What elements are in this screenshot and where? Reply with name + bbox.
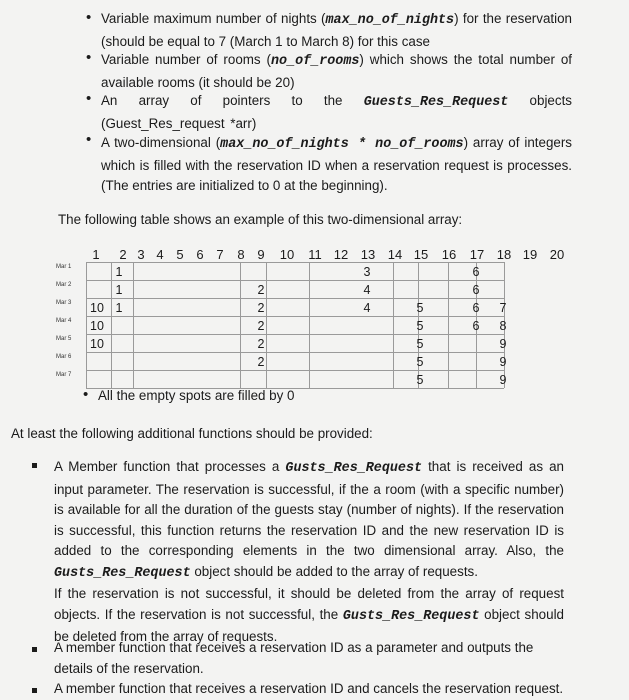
- grid-cell-value: 5: [416, 373, 424, 387]
- row-label: Mar 1: [56, 264, 72, 270]
- intro-bullet-4: A two-dimensional (max_no_of_nights * no_of_rooms) array of integers which is filled with the reservation ID when a reservation request is processes. (The entries are initialized to 0 at the beginning).: [101, 135, 572, 193]
- grid-cell-value: 2: [257, 301, 265, 315]
- column-number: 7: [216, 247, 224, 262]
- row-label: Mar 2: [56, 282, 72, 288]
- grid-line: [86, 298, 504, 299]
- column-number: 6: [196, 247, 204, 262]
- column-number: 20: [549, 247, 565, 262]
- grid-line: [86, 316, 504, 317]
- column-number: 5: [176, 247, 184, 262]
- grid-line: [86, 334, 504, 335]
- grid-cell-value: 6: [472, 265, 480, 279]
- grid-cell-value: 10: [90, 319, 104, 333]
- bullet-dot: •: [86, 131, 92, 148]
- grid-cell-value: 2: [257, 319, 265, 333]
- bullet-dot: •: [83, 386, 89, 403]
- bullet-dot: •: [86, 49, 92, 66]
- grid-cell-value: 1: [115, 283, 123, 297]
- function-3: A member function that receives a reservation ID and cancels the reservation request.: [54, 681, 564, 696]
- square-bullet-icon: [32, 688, 37, 693]
- column-number: 1: [92, 247, 100, 262]
- grid-cell-value: 6: [472, 319, 480, 333]
- column-number: 19: [522, 247, 538, 262]
- grid-cell-value: 4: [363, 301, 371, 315]
- column-number: 18: [496, 247, 512, 262]
- table-intro: The following table shows an example of this two-dimensional array:: [58, 212, 463, 227]
- column-number: 14: [387, 247, 403, 262]
- grid-cell-value: 7: [499, 301, 507, 315]
- column-number: 3: [137, 247, 145, 262]
- grid-cell-value: 1: [115, 265, 123, 279]
- square-bullet-icon: [32, 647, 37, 652]
- grid-cell-value: 2: [257, 355, 265, 369]
- grid-cell-value: 5: [416, 337, 424, 351]
- table-note: All the empty spots are filled by 0: [98, 388, 295, 403]
- column-number: 9: [257, 247, 265, 262]
- bullet-dot: •: [86, 9, 92, 26]
- grid-cell-value: 1: [115, 301, 123, 315]
- square-bullet-icon: [32, 463, 37, 468]
- grid-cell-value: 5: [416, 355, 424, 369]
- grid-cell-value: 4: [363, 283, 371, 297]
- grid-cell-value: 6: [472, 283, 480, 297]
- grid-line: [86, 370, 504, 371]
- function-1: A Member function that processes a Gusts_Res_Request that is received as an input parameter. The reservation is successful, if the a room (with a specific number) is available for all the duration of the guests stay (number of nights). If the reservation is successful, this function returns the reservation ID and the new reservation ID is added to the corresponding elements in the two dimensional array. Also, the Gusts_Res_Request object should be added to the array of requests. If the reservation is not successful, it should be deleted from the array of request objects. If the reservation is not successful, the Gusts_Res_Request object should be deleted from the array of requests.: [54, 459, 564, 644]
- intro-bullet-3: An array of pointers to the Guests_Res_Request objects (Guest_Res_request *arr): [101, 93, 572, 131]
- intro-bullet-2: Variable number of rooms (no_of_rooms) which shows the total number of available rooms (it should be 20): [101, 52, 572, 90]
- grid-cell-value: 10: [90, 337, 104, 351]
- column-number: 15: [413, 247, 429, 262]
- column-number: 11: [308, 247, 322, 262]
- grid-cell-value: 9: [499, 337, 507, 351]
- grid-line: [86, 280, 504, 281]
- grid-cell-value: 10: [90, 301, 104, 315]
- row-label: Mar 3: [56, 300, 72, 306]
- column-number: 4: [156, 247, 164, 262]
- row-label: Mar 4: [56, 318, 72, 324]
- column-number: 12: [333, 247, 349, 262]
- bullet-dot: •: [86, 90, 92, 107]
- grid-cell-value: 3: [363, 265, 371, 279]
- grid-line: [86, 262, 504, 263]
- grid-cell-value: 5: [416, 319, 424, 333]
- column-number: 17: [469, 247, 485, 262]
- reservation-grid: [86, 262, 504, 388]
- column-number: 10: [279, 247, 295, 262]
- column-number: 16: [441, 247, 457, 262]
- column-number: 13: [360, 247, 376, 262]
- grid-line: [86, 352, 504, 353]
- grid-cell-value: 2: [257, 283, 265, 297]
- grid-cell-value: 9: [499, 373, 507, 387]
- grid-cell-value: 2: [257, 337, 265, 351]
- intro-bullet-1: Variable maximum number of nights (max_no_of_nights) for the reservation (should be equal to 7 (March 1 to March 8) for this case: [101, 11, 572, 49]
- row-label: Mar 7: [56, 372, 72, 378]
- function-2: A member function that receives a reservation ID as a parameter and outputs the details of the reservation.: [54, 640, 534, 676]
- grid-cell-value: 5: [416, 301, 424, 315]
- grid-cell-value: 6: [472, 301, 480, 315]
- grid-cell-value: 9: [499, 355, 507, 369]
- row-label: Mar 6: [56, 354, 72, 360]
- row-label: Mar 5: [56, 336, 72, 342]
- grid-cell-value: 8: [499, 319, 507, 333]
- functions-intro: At least the following additional functions should be provided:: [11, 426, 373, 441]
- column-number: 8: [237, 247, 245, 262]
- column-number: 2: [119, 247, 127, 262]
